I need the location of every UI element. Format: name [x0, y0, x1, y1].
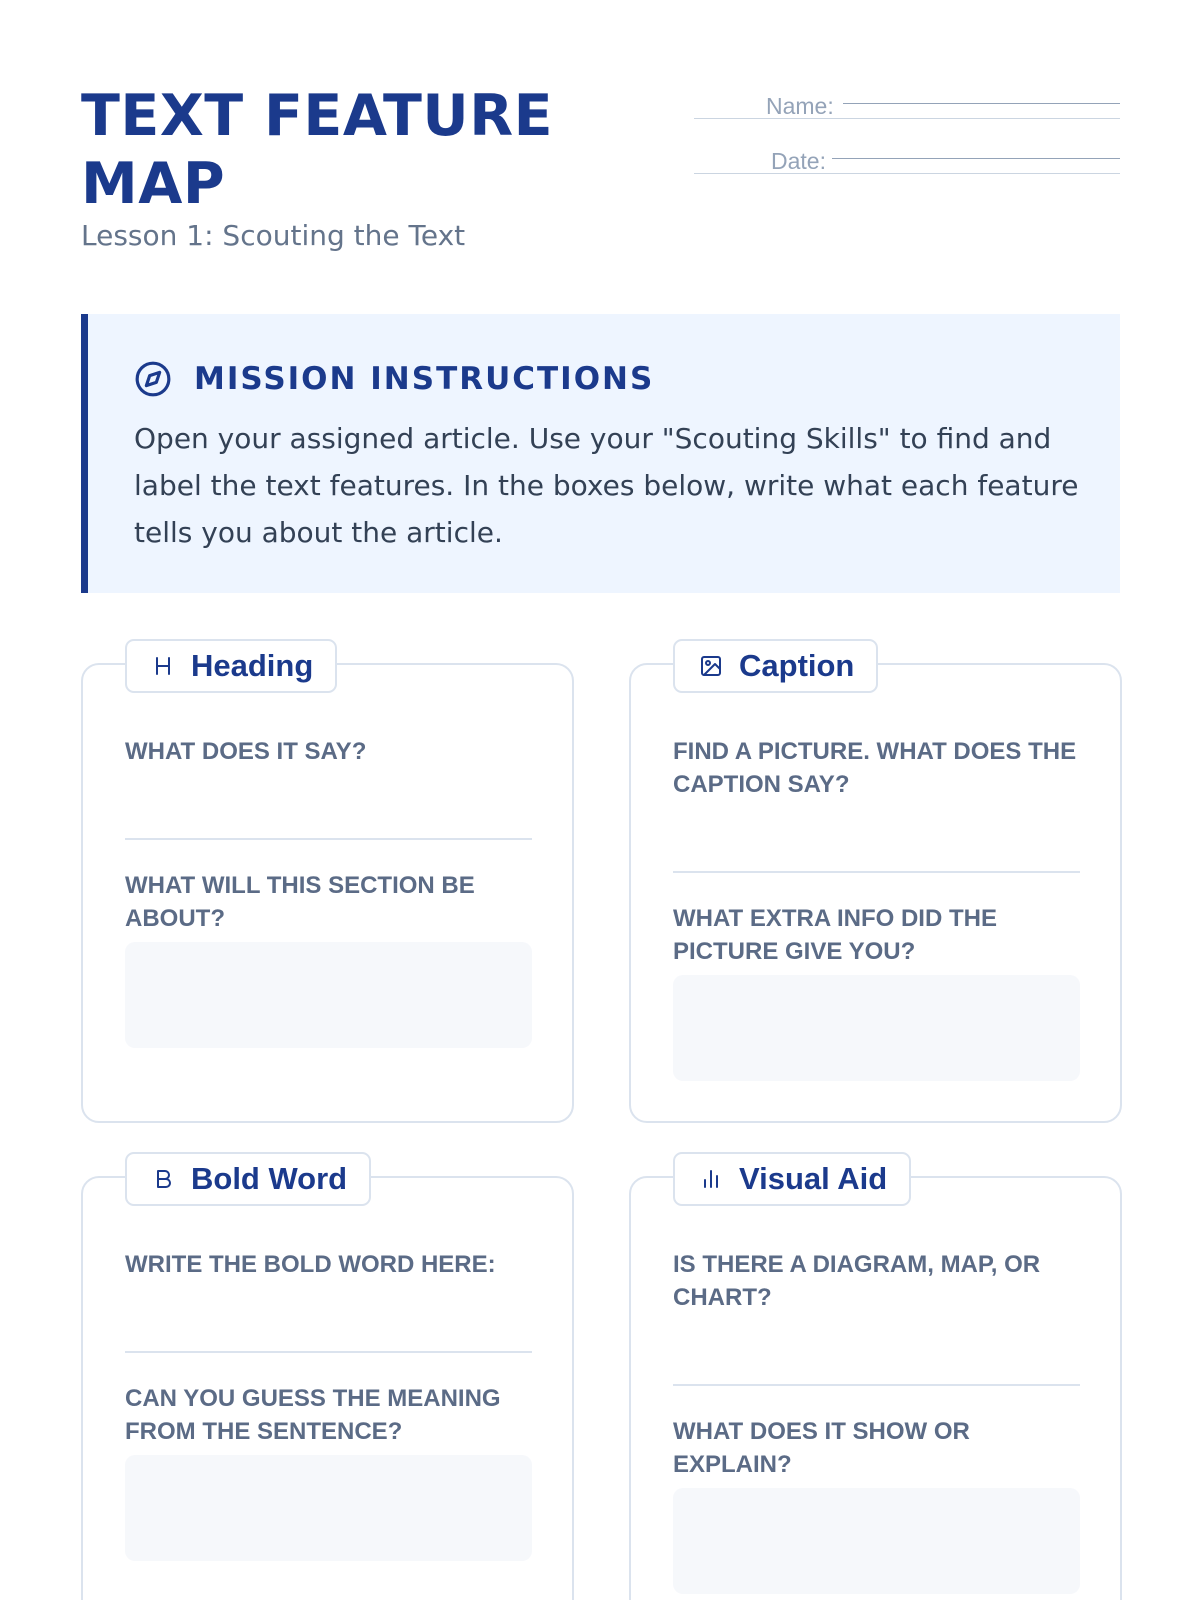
- answer-box[interactable]: [125, 1455, 532, 1561]
- date-label: Date:: [771, 148, 826, 174]
- question-label: WHAT DOES IT SHOW OR EXPLAIN?: [673, 1418, 970, 1478]
- image-icon: [699, 654, 723, 678]
- heading-icon: [151, 654, 175, 678]
- card-tag: [673, 1152, 911, 1206]
- bold-word-card: [81, 1161, 574, 1600]
- caption-card: [629, 648, 1122, 1123]
- page-title: TEXT FEATURE MAP: [81, 83, 554, 217]
- card-title: Bold Word: [191, 1161, 348, 1196]
- visual-aid-card: [629, 1161, 1122, 1600]
- name-field[interactable]: [843, 103, 1120, 104]
- heading-card: [81, 648, 574, 1123]
- date-field[interactable]: [832, 158, 1120, 159]
- answer-box[interactable]: [125, 942, 532, 1048]
- question-label: WHAT WILL THIS SECTION BE ABOUT?: [125, 872, 475, 932]
- bar-chart-icon: [699, 1167, 723, 1191]
- name-label: Name:: [766, 93, 834, 119]
- answer-line[interactable]: [125, 838, 532, 840]
- question-label: WHAT DOES IT SAY?: [125, 738, 367, 765]
- card-title: Visual Aid: [739, 1161, 888, 1196]
- card-tag: [125, 1152, 371, 1206]
- name-row: [694, 93, 1120, 119]
- card-title: Caption: [739, 648, 855, 683]
- mission-instructions: [81, 314, 1120, 593]
- answer-box[interactable]: [673, 1488, 1080, 1594]
- date-row: [694, 148, 1120, 174]
- question-label: FIND A PICTURE. WHAT DOES THE CAPTION SAY?: [673, 738, 1077, 798]
- mission-title: MISSION INSTRUCTIONS: [194, 361, 655, 397]
- mission-header: [134, 360, 654, 398]
- mission-text: Open your assigned article. Use your "Scouting Skills" to find and label the text features. In the boxes below, write what each feature tells you about the article.: [134, 422, 1079, 549]
- card-tag: [125, 639, 337, 693]
- answer-line[interactable]: [125, 1351, 532, 1353]
- question-label: WHAT EXTRA INFO DID THE PICTURE GIVE YOU?: [673, 905, 997, 965]
- bold-icon: [151, 1167, 175, 1191]
- card-title: Heading: [191, 648, 314, 683]
- answer-box[interactable]: [673, 975, 1080, 1081]
- question-label: WRITE THE BOLD WORD HERE:: [125, 1251, 496, 1278]
- card-tag: [673, 639, 878, 693]
- compass-icon: [134, 360, 172, 398]
- question-label: IS THERE A DIAGRAM, MAP, OR CHART?: [673, 1251, 1041, 1311]
- answer-line[interactable]: [673, 1384, 1080, 1386]
- answer-line[interactable]: [673, 871, 1080, 873]
- question-label: CAN YOU GUESS THE MEANING FROM THE SENTENCE?: [125, 1385, 501, 1445]
- page-subtitle: Lesson 1: Scouting the Text: [81, 219, 466, 252]
